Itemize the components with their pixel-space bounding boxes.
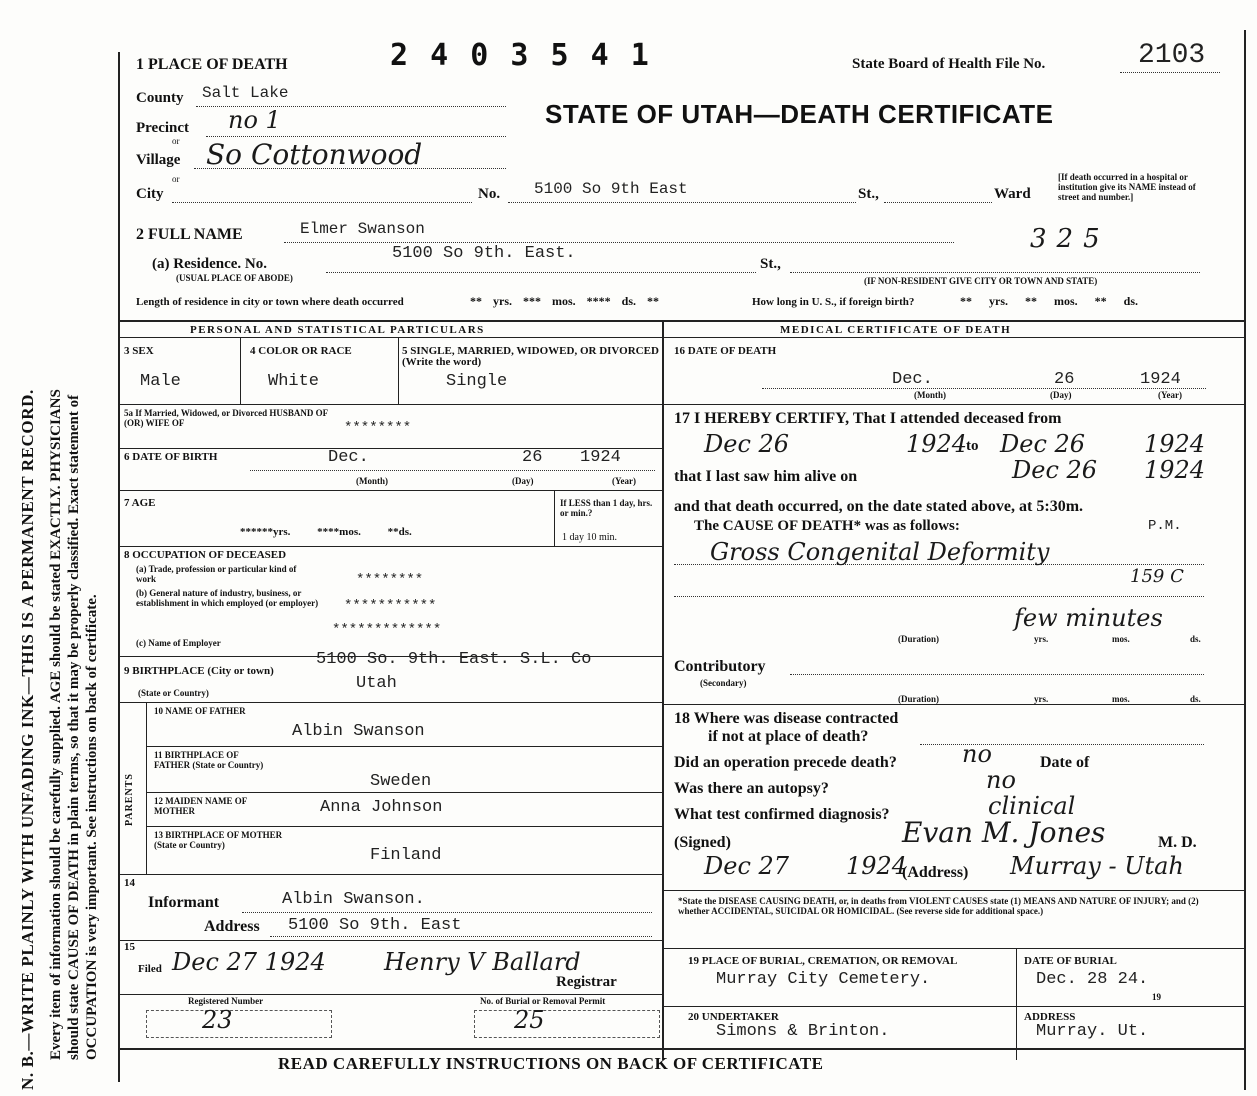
village-label: Village (136, 152, 181, 168)
less-than-value: 1 day 10 min. (562, 532, 617, 543)
dod-year: 1924 (1140, 370, 1181, 389)
dob-month: Dec. (328, 448, 369, 467)
last-saw-year: 1924 (1144, 456, 1206, 484)
informant-label: Informant (148, 894, 220, 911)
last-saw-text: that I last saw him alive on (674, 468, 858, 485)
village-value: So Cottonwood (206, 138, 423, 171)
father-birthplace-label: 11 BIRTHPLACE OF FATHER (State or Country) (154, 750, 264, 770)
mother-birthplace-label: 13 BIRTHPLACE OF MOTHER (State or Country) (154, 830, 283, 850)
nonresident-note: (IF NON-RESIDENT GIVE CITY OR TOWN AND STATE) (864, 276, 1098, 286)
side-line-1: N. B.—WRITE PLAINLY WITH UNFADING INK—THIS IS A PERMANENT RECORD. (18, 389, 37, 1090)
or-label-1: or (172, 136, 180, 146)
left-border (118, 52, 120, 1082)
burial-permit-label: No. of Burial or Removal Permit (480, 996, 606, 1006)
birthplace-label: 9 BIRTHPLACE (City or town) (124, 665, 274, 677)
street-value: 5100 So 9th East (534, 180, 688, 198)
contributory-label: Contributory (674, 658, 766, 675)
full-name-label: 2 FULL NAME (136, 226, 243, 243)
md-label: M. D. (1158, 834, 1197, 851)
marital-value: Single (446, 372, 508, 391)
burial-year-prefix: 19 (1152, 992, 1161, 1002)
certificate-title: STATE OF UTAH—DEATH CERTIFICATE (545, 99, 1054, 129)
attend-from: Dec 26 (704, 430, 790, 458)
side-line-2: Every item of information should be carefully supplied. AGE should be stated EXACTLY. PHYSICIANS (48, 389, 64, 1060)
duration-value: few minutes (1014, 604, 1163, 632)
length-residence-label: Length of residence in city or town where death occurred (136, 296, 404, 308)
file-number: 2103 (1138, 40, 1206, 71)
autopsy-value: no (986, 766, 1016, 794)
center-divider (662, 320, 664, 1060)
dod-label: 16 DATE OF DEATH (674, 345, 777, 357)
sex-value: Male (140, 372, 181, 391)
burial-permit-box (474, 1010, 660, 1038)
medical-header: MEDICAL CERTIFICATE OF DEATH (780, 324, 1012, 336)
footer-instructions: READ CAREFULLY INSTRUCTIONS ON BACK OF CERTIFICATE (278, 1054, 824, 1073)
duration-label: (Duration) (898, 634, 939, 644)
filed-label: Filed (138, 963, 162, 975)
contrib-duration-label: (Duration) (898, 694, 939, 704)
precinct-label: Precinct (136, 120, 190, 136)
operation-label: Did an operation precede death? (674, 754, 897, 771)
dod-month: Dec. (892, 370, 933, 389)
certify-text: 17 I HEREBY CERTIFY, That I attended deceased from (674, 410, 1062, 427)
or-label-2: or (172, 174, 180, 184)
occupation-label: 8 OCCUPATION OF DECEASED (124, 549, 287, 561)
less-than-label: If LESS than 1 day, hrs. or min.? (560, 498, 653, 518)
race-value: White (268, 372, 320, 391)
ward-note: [If death occurred in a hospital or institution give its NAME instead of street and number.] (1058, 172, 1196, 202)
filed-number: 15 (124, 941, 135, 953)
informant-address-label: Address (204, 918, 260, 935)
ward-label: Ward (994, 186, 1031, 202)
mother-label: 12 MAIDEN NAME OF MOTHER (154, 796, 247, 816)
right-border (1244, 30, 1246, 1090)
marital-label: 5 SINGLE, MARRIED, WIDOWED, OR DIVORCED (Write the word) (402, 345, 659, 368)
dob-label: 6 DATE OF BIRTH (124, 451, 218, 463)
registered-number-label: Registered Number (188, 996, 264, 1006)
county-label: County (136, 90, 184, 106)
occ-a-label: (a) Trade, profession or particular kind of work (136, 564, 297, 584)
parents-label: PARENTS (124, 773, 135, 826)
occ-c-label: (c) Name of Employer (136, 638, 221, 648)
us-label: How long in U. S., if foreign birth? (752, 296, 915, 308)
father-birthplace-value: Sweden (370, 772, 432, 791)
father-value: Albin Swanson (292, 722, 425, 741)
burial-date-label: DATE OF BURIAL (1024, 955, 1117, 967)
informant-value: Albin Swanson. (282, 890, 425, 909)
dob-year-caption: (Year) (612, 476, 636, 486)
signed-label: (Signed) (674, 834, 731, 851)
duration-ds: ds. (1190, 634, 1201, 644)
dod-day: 26 (1054, 370, 1075, 389)
city-label: City (136, 186, 164, 202)
extra-number: 325 (1030, 224, 1110, 254)
birth-state-value: Utah (356, 674, 397, 693)
file-number-label: State Board of Health File No. (852, 56, 1046, 72)
dob-day: 26 (522, 448, 543, 467)
contrib-ds: ds. (1190, 694, 1201, 704)
physician-address: Murray - Utah (1010, 852, 1184, 880)
mother-birthplace-value: Finland (370, 846, 442, 865)
age-label: 7 AGE (124, 497, 156, 509)
burial-label: 19 PLACE OF BURIAL, CREMATION, OR REMOVAL (688, 955, 958, 967)
death-time-text: and that death occurred, on the date stated above, at 5:30m. (674, 498, 1084, 515)
dod-month-caption: (Month) (914, 390, 946, 400)
dod-day-caption: (Day) (1050, 390, 1072, 400)
cause-footnote: *State the DISEASE CAUSING DEATH, or, in deaths from VIOLENT CAUSES state (1) MEANS AND NATURE OF INJURY; and (2) whether ACCIDENTAL, SUICIDAL OR HOMICIDAL. (See reverse side for additional space.) (678, 896, 1199, 916)
burial-date-value: Dec. 28 24. (1036, 970, 1149, 989)
spouse-value: ******** (344, 420, 412, 436)
occ-c-value: ************* (332, 622, 442, 638)
dod-year-caption: (Year) (1158, 390, 1182, 400)
date-of-label: Date of (1040, 754, 1090, 771)
father-label: 10 NAME OF FATHER (154, 706, 246, 716)
personal-header: PERSONAL AND STATISTICAL PARTICULARS (190, 324, 485, 336)
occ-b-value: *********** (344, 598, 437, 614)
sex-label: 3 SEX (124, 345, 154, 357)
burial-permit-value: 25 (514, 1006, 545, 1034)
to-label: to (966, 438, 979, 454)
dob-month-caption: (Month) (356, 476, 388, 486)
dob-year: 1924 (580, 448, 621, 467)
place-of-death-label: 1 PLACE OF DEATH (136, 56, 288, 73)
cause-value: Gross Congenital Deformity (710, 538, 1050, 566)
registered-number-value: 23 (202, 1006, 233, 1034)
cause-label: The CAUSE OF DEATH* was as follows: (694, 518, 960, 534)
cause-code: 159 C (1130, 566, 1184, 587)
street-st-label: St., (858, 186, 879, 202)
secondary-label: (Secondary) (700, 678, 747, 688)
pm-value: P.M. (1148, 518, 1182, 534)
attend-from-year: 1924 (906, 430, 968, 458)
occ-b-label: (b) General nature of industry, business, or establishment in which employed (or employer) (136, 588, 319, 608)
registrar-label: Registrar (556, 974, 617, 990)
duration-yrs: yrs. (1034, 634, 1049, 644)
informant-address-value: 5100 So 9th. East (288, 916, 462, 935)
us-values: ** yrs. ** mos. ** ds. (960, 294, 1139, 308)
residence-label: (a) Residence. No. (152, 256, 267, 272)
side-line-3: should state CAUSE OF DEATH in plain terms, so that it may be properly classified. Exact statement of (66, 394, 82, 1060)
spouse-label: 5a If Married, Widowed, or Divorced HUSBAND OF (OR) WIFE OF (124, 408, 328, 428)
autopsy-label: Was there an autopsy? (674, 780, 829, 797)
age-values: ******yrs. ****mos. **ds. (240, 526, 412, 538)
occ-a-value: ******** (356, 572, 424, 588)
undertaker-label: 20 UNDERTAKER (688, 1011, 779, 1023)
sign-year: 1924 (846, 852, 908, 880)
residence-sub: (USUAL PLACE OF ABODE) (176, 273, 293, 283)
operation-value: no (962, 740, 992, 768)
filed-date: Dec 27 1924 (172, 948, 326, 976)
street-no-label: No. (478, 186, 501, 202)
stamp-number: 2 4 0 3 5 4 1 (390, 38, 651, 73)
contrib-mos: mos. (1112, 694, 1130, 704)
mother-value: Anna Johnson (320, 798, 443, 817)
precinct-value: no 1 (228, 106, 281, 134)
test-label: What test confirmed diagnosis? (674, 806, 890, 823)
contrib-yrs: yrs. (1034, 694, 1049, 704)
burial-value: Murray City Cemetery. (716, 970, 931, 989)
attend-to: Dec 26 (1000, 430, 1086, 458)
q18-label: 18 Where was disease contracted (674, 710, 899, 727)
registrar-signature: Henry V Ballard (384, 948, 581, 976)
dob-day-caption: (Day) (512, 476, 534, 486)
race-label: 4 COLOR OR RACE (250, 345, 352, 357)
sign-date: Dec 27 (704, 852, 790, 880)
side-line-4: OCCUPATION is very important. See instructions on back of certificate. (84, 594, 100, 1060)
full-name-value: Elmer Swanson (300, 220, 425, 238)
physician-address-label: (Address) (902, 864, 969, 881)
duration-mos: mos. (1112, 634, 1130, 644)
q18b-label: if not at place of death? (708, 728, 869, 745)
registered-number-box (146, 1010, 332, 1038)
residence-st-label: St., (760, 256, 781, 272)
undertaker-address-label: ADDRESS (1024, 1011, 1076, 1023)
informant-number: 14 (124, 877, 135, 889)
undertaker-address-value: Murray. Ut. (1036, 1022, 1149, 1041)
physician-signature: Evan M. Jones (902, 816, 1106, 849)
attend-to-year: 1924 (1144, 430, 1206, 458)
birth-state-label: (State or Country) (138, 688, 209, 698)
undertaker-value: Simons & Brinton. (716, 1022, 890, 1041)
length-residence-values: ** yrs. *** mos. **** ds. ** (470, 294, 660, 308)
birthplace-value: 5100 So. 9th. East. S.L. Co (316, 650, 592, 669)
last-saw-date: Dec 26 (1012, 456, 1098, 484)
county-value: Salt Lake (202, 84, 289, 102)
test-value: clinical (988, 792, 1076, 820)
residence-value: 5100 So 9th. East. (392, 244, 576, 263)
